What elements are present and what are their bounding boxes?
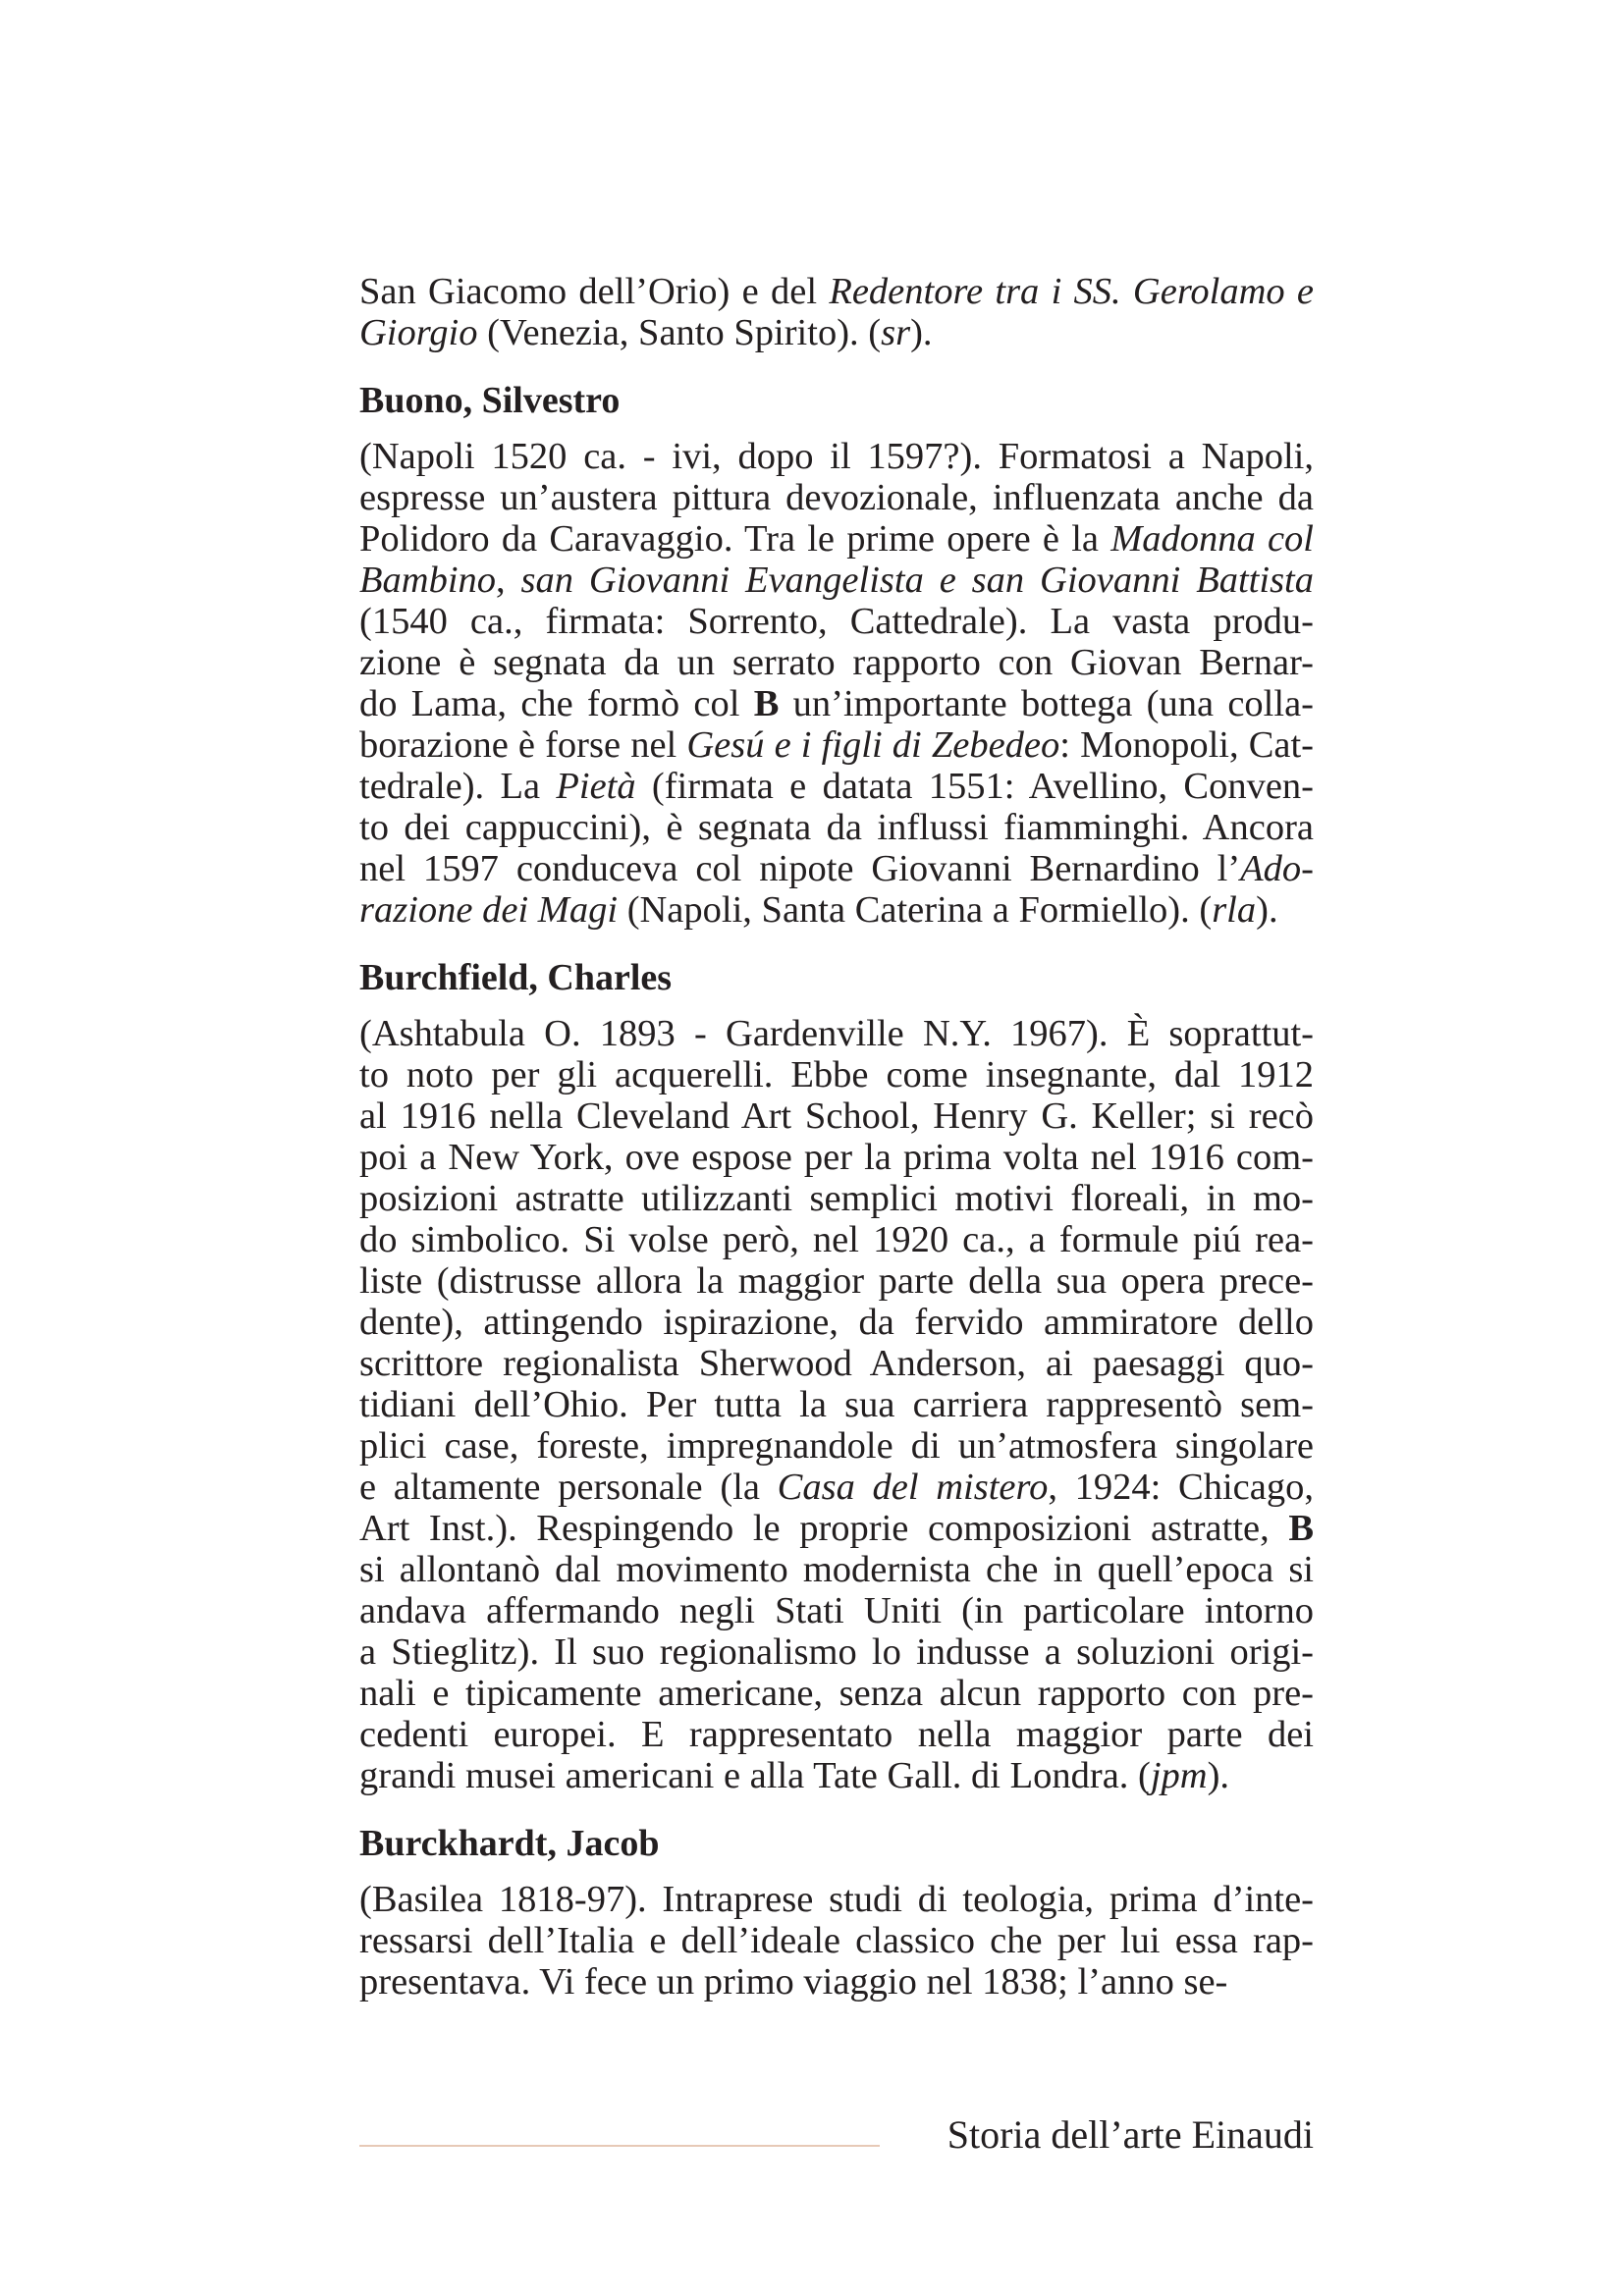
bold-run: B <box>1288 1508 1314 1549</box>
text-line <box>359 1879 1314 1920</box>
entry-body <box>359 1013 1314 1796</box>
text-line <box>359 1384 1314 1425</box>
text-line <box>359 1137 1314 1178</box>
text-run: do simbolico. Si volse però, nel 1920 ca., a formule piú rea- <box>359 1219 1314 1260</box>
italic-run: Giorgio <box>359 312 478 353</box>
entry-heading: Burckhardt, Jacob <box>359 1823 660 1864</box>
text-run: ). <box>910 312 933 353</box>
text-run: zione è segnata da un serrato rapporto con Giovan Bernar- <box>359 642 1314 683</box>
italic-run: Casa del mistero <box>777 1467 1049 1508</box>
text-run: do Lama, che formò col <box>359 683 754 724</box>
text-line <box>359 1549 1314 1590</box>
text-run: to dei cappuccini), è segnata da influssi fiamminghi. Ancora <box>359 807 1314 848</box>
text-line <box>359 1343 1314 1384</box>
text-run: presentava. Vi fece un primo viaggio nel 1838; l’anno se- <box>359 1961 1228 2002</box>
text-line <box>359 1054 1314 1095</box>
text-line <box>359 518 1314 560</box>
text-run: si allontanò dal movimento modernista che in quell’epoca si <box>359 1549 1314 1590</box>
text-run: : Monopoli, Cat- <box>1059 724 1315 766</box>
italic-run: san Giovanni Evangelista e san Giovanni Battista <box>520 560 1314 601</box>
entry <box>359 1822 1314 2002</box>
text-line <box>359 1714 1314 1755</box>
text-run: nel 1597 conduceva col nipote Giovanni Bernardino l’ <box>359 848 1241 889</box>
text-run: Polidoro da Caravaggio. Tra le prime opere è la <box>359 518 1111 560</box>
text-run: (Napoli 1520 ca. - ivi, dopo il 1597?). Formatosi a Napoli, <box>359 436 1314 477</box>
text-line <box>359 1095 1314 1137</box>
italic-run: Pietà <box>556 766 636 807</box>
entry-heading: Buono, Silvestro <box>359 380 621 421</box>
text-run: espresse un’austera pittura devozionale, influenzata anche da <box>359 477 1314 518</box>
text-run: e altamente personale (la <box>359 1467 778 1508</box>
italic-run: Ado- <box>1240 848 1314 889</box>
text-run: (Venezia, Santo Spirito). ( <box>477 312 882 353</box>
text-run: liste (distrusse allora la maggior parte della sua opera prece- <box>359 1260 1314 1302</box>
text-run: tidiani dell’Ohio. Per tutta la sua carriera rappresentò sem- <box>359 1384 1314 1425</box>
text-run: posizioni astratte utilizzanti semplici motivi floreali, in mo- <box>359 1178 1314 1219</box>
intro-paragraph <box>359 271 1314 353</box>
text-run: Art Inst.). Respingendo le proprie composizioni astratte, <box>359 1508 1289 1549</box>
text-line <box>359 1178 1314 1219</box>
text-run: San Giacomo dell’Orio) e del <box>359 271 830 312</box>
text-run: ). <box>1207 1755 1230 1796</box>
text-run: ressarsi dell’Italia e dell’ideale classico che per lui essa rap- <box>359 1920 1314 1961</box>
text-run: plici case, foreste, impregnandole di un’atmosfera singolare <box>359 1425 1314 1467</box>
text-run: tedrale). La <box>359 766 557 807</box>
text-run: (Napoli, Santa Caterina a Formiello). ( <box>618 889 1213 931</box>
text-run: nali e tipicamente americane, senza alcun rapporto con pre- <box>359 1673 1314 1714</box>
italic-run: razione dei Magi <box>359 889 619 931</box>
text-run: , 1924: Chicago, <box>1048 1467 1314 1508</box>
text-line <box>359 848 1314 889</box>
text-line <box>359 1920 1314 1961</box>
text-line <box>359 1219 1314 1260</box>
text-run: a Stieglitz). Il suo regionalismo lo indusse a soluzioni origi- <box>359 1631 1314 1673</box>
text-line <box>359 560 1314 601</box>
entry <box>359 956 1314 1796</box>
entry <box>359 379 1314 931</box>
text-run: (1540 ca., firmata: Sorrento, Cattedrale). La vasta produ- <box>359 601 1314 642</box>
text-line <box>359 436 1314 477</box>
entries-list <box>359 379 1314 2002</box>
text-line <box>359 642 1314 683</box>
text-line <box>359 271 1314 312</box>
text-run: grandi musei americani e alla Tate Gall. di Londra. ( <box>359 1755 1151 1796</box>
text-line <box>359 1467 1314 1508</box>
text-run: ). <box>1256 889 1278 931</box>
entry-heading: Burchfield, Charles <box>359 957 673 998</box>
text-line <box>359 889 1314 931</box>
text-run: (firmata e datata 1551: Avellino, Conven- <box>635 766 1315 807</box>
text-run: scrittore regionalista Sherwood Anderson, ai paesaggi quo- <box>359 1343 1314 1384</box>
document-page <box>359 271 1314 2002</box>
bold-run: B <box>753 683 780 724</box>
entry-body <box>359 1879 1314 2002</box>
text-line <box>359 766 1314 807</box>
text-line <box>359 1755 1314 1796</box>
text-line <box>359 601 1314 642</box>
italic-run: Madonna col <box>1110 518 1314 560</box>
text-run: un’importante bottega (una colla- <box>779 683 1314 724</box>
text-line <box>359 1961 1314 2002</box>
text-line <box>359 1302 1314 1343</box>
text-line <box>359 312 1314 353</box>
italic-run: rla <box>1212 889 1257 931</box>
text-line <box>359 1013 1314 1054</box>
italic-run: Gesú e i figli di Zebedeo <box>686 724 1060 766</box>
text-line <box>359 1590 1314 1631</box>
footer-rule <box>359 2145 880 2147</box>
text-line <box>359 1260 1314 1302</box>
text-run: , <box>496 560 521 601</box>
text-line <box>359 477 1314 518</box>
page-footer <box>359 2110 1314 2169</box>
italic-run: Redentore tra i SS. Gerolamo e <box>829 271 1314 312</box>
text-run: to noto per gli acquerelli. Ebbe come insegnante, dal 1912 <box>359 1054 1314 1095</box>
text-run: andava affermando negli Stati Uniti (in particolare intorno <box>359 1590 1314 1631</box>
text-run: borazione è forse nel <box>359 724 687 766</box>
text-run: (Basilea 1818-97). Intraprese studi di teologia, prima d’inte- <box>359 1879 1314 1920</box>
text-line <box>359 1673 1314 1714</box>
italic-run: sr <box>881 312 911 353</box>
italic-run: jpm <box>1150 1755 1208 1796</box>
text-line <box>359 1425 1314 1467</box>
footer-title: Storia dell’arte Einaudi <box>947 2112 1314 2157</box>
text-line <box>359 1508 1314 1549</box>
text-line <box>359 724 1314 766</box>
text-run: al 1916 nella Cleveland Art School, Henry G. Keller; si recò <box>359 1095 1314 1137</box>
text-run: poi a New York, ove espose per la prima volta nel 1916 com- <box>359 1137 1314 1178</box>
text-line <box>359 1631 1314 1673</box>
text-run: cedenti europei. E rappresentato nella maggior parte dei <box>359 1714 1314 1755</box>
text-line <box>359 807 1314 848</box>
text-run: dente), attingendo ispirazione, da fervido ammiratore dello <box>359 1302 1314 1343</box>
entry-body <box>359 436 1314 931</box>
italic-run: Bambino <box>359 560 497 601</box>
text-line <box>359 683 1314 724</box>
text-run: (Ashtabula O. 1893 - Gardenville N.Y. 1967). È soprattut- <box>359 1013 1314 1054</box>
